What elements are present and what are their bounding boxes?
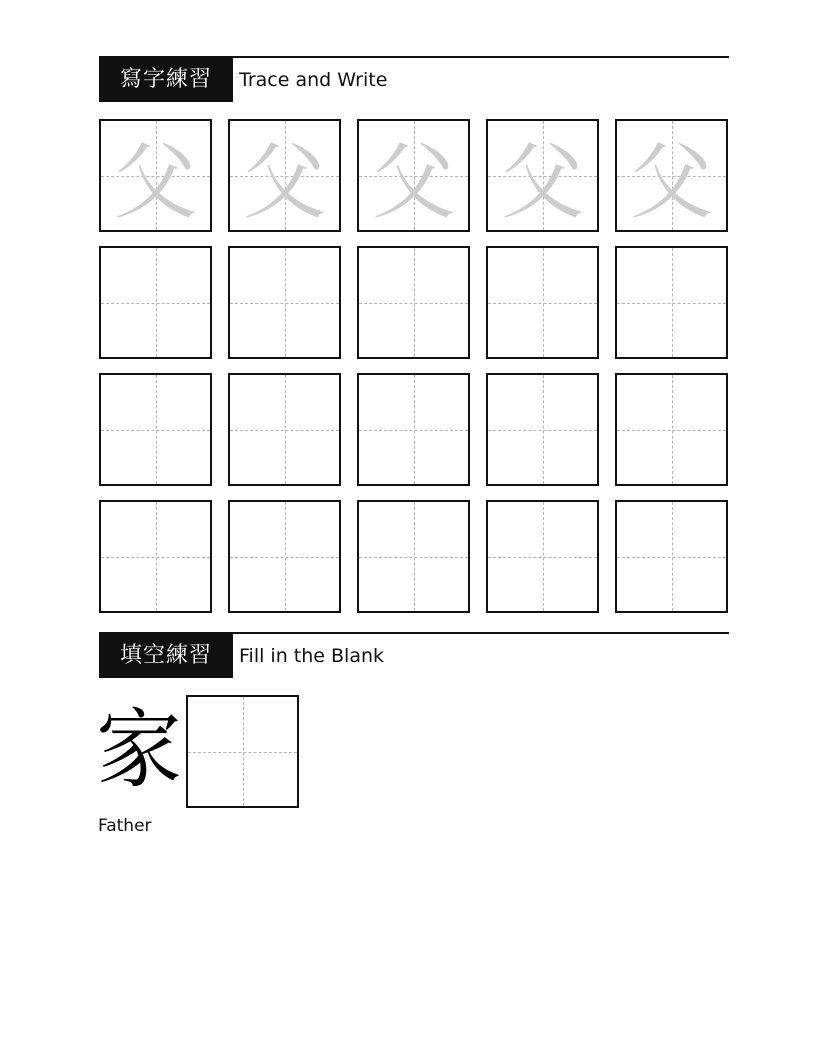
trace-cell[interactable]	[228, 119, 341, 232]
writing-cell[interactable]	[99, 373, 212, 486]
answer-box[interactable]	[186, 695, 299, 808]
meaning-label: Father	[98, 816, 152, 836]
writing-cell[interactable]	[615, 246, 728, 359]
writing-cell[interactable]	[486, 373, 599, 486]
trace-character: 父	[242, 133, 327, 231]
trace-cell[interactable]	[99, 119, 212, 232]
writing-cell[interactable]	[99, 500, 212, 613]
grid-row	[99, 119, 729, 232]
trace-cell[interactable]	[357, 119, 470, 232]
practice-grid	[99, 119, 729, 627]
writing-cell[interactable]	[357, 373, 470, 486]
trace-section-header	[99, 56, 729, 102]
trace-section-caption: Trace and Write	[239, 69, 388, 91]
trace-cell[interactable]	[615, 119, 728, 232]
trace-character: 父	[113, 133, 198, 231]
trace-character: 父	[371, 133, 456, 231]
trace-character: 父	[500, 133, 585, 231]
blank-section-header	[99, 632, 729, 678]
blank-section-tag: 填空練習	[99, 634, 233, 678]
writing-cell[interactable]	[228, 500, 341, 613]
trace-section-tag: 寫字練習	[99, 58, 233, 102]
writing-cell[interactable]	[228, 373, 341, 486]
grid-row	[99, 246, 729, 359]
writing-cell[interactable]	[486, 500, 599, 613]
writing-cell[interactable]	[615, 373, 728, 486]
writing-cell[interactable]	[228, 246, 341, 359]
trace-character: 父	[629, 133, 714, 231]
blank-section-caption: Fill in the Blank	[239, 645, 385, 667]
trace-cell[interactable]	[486, 119, 599, 232]
writing-cell[interactable]	[99, 246, 212, 359]
writing-cell[interactable]	[486, 246, 599, 359]
grid-row	[99, 373, 729, 486]
writing-cell[interactable]	[357, 500, 470, 613]
prompt-character: 家	[96, 700, 182, 800]
writing-cell[interactable]	[357, 246, 470, 359]
writing-cell[interactable]	[615, 500, 728, 613]
grid-row	[99, 500, 729, 613]
